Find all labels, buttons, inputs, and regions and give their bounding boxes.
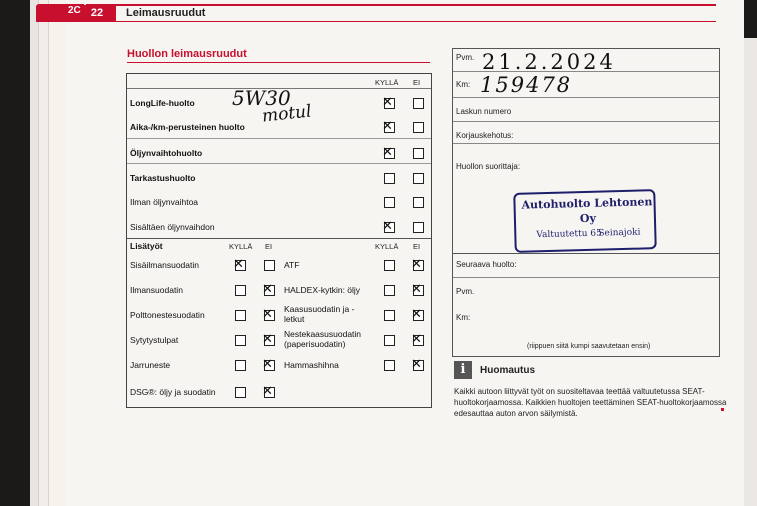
extra-label: Kaasusuodatin ja -letkut	[284, 304, 355, 324]
service-label: Aika-/km-perusteinen huolto	[130, 122, 245, 132]
handwritten-date: 21.2.2024	[482, 50, 616, 74]
extra-label: Sytytystulpat	[130, 335, 179, 345]
check-mark: ✕	[262, 357, 273, 372]
yes-checkbox[interactable]	[384, 173, 395, 184]
extras-header: Lisätyöt	[130, 241, 163, 251]
no-checkbox[interactable]	[413, 197, 424, 208]
service-label: Tarkastushuolto	[130, 173, 196, 183]
performed-by-label: Huollon suorittaja:	[456, 162, 521, 171]
page-number: 22	[84, 5, 110, 22]
extra-label: DSG®: öljy ja suodatin	[130, 387, 216, 397]
col-header-no: EI	[413, 78, 421, 87]
info-icon: i	[454, 361, 472, 379]
form-row-next-date	[453, 277, 719, 304]
yes-checkbox[interactable]	[384, 335, 395, 346]
yes-checkbox[interactable]	[235, 285, 246, 296]
next-date-label: Pvm.	[456, 287, 475, 296]
page-header-title: Leimausruudut	[116, 6, 736, 21]
yes-checkbox[interactable]	[384, 285, 395, 296]
form-row-repair	[453, 121, 719, 144]
yes-checkbox[interactable]	[235, 310, 246, 321]
check-mark: ✕	[411, 307, 422, 322]
yes-checkbox[interactable]	[235, 335, 246, 346]
no-checkbox[interactable]	[413, 222, 424, 233]
handwritten-oil-grade: 5W30	[232, 86, 291, 110]
col-header-no: EI	[265, 242, 273, 251]
note-text: Kaikki autoon liittyvät työt on suositeltavaa teettää valtuutetussa SEAT-huoltokorjaamossa. Kaikkien huoltojen teettäminen SEAT-huoltokorjaamossa edesauttaa auton arvon säilymistä.	[454, 387, 727, 418]
handwritten-oil-note: motul	[261, 101, 313, 127]
service-row	[127, 163, 431, 189]
check-mark: ✕	[262, 307, 273, 322]
form-row-next-km	[453, 303, 719, 355]
col-header-yes: KYLLÄ	[375, 78, 399, 87]
extra-label: Hammashihna	[284, 360, 339, 370]
form-row-next	[453, 253, 719, 278]
check-mark: ✕	[382, 219, 393, 234]
yes-checkbox[interactable]	[384, 260, 395, 271]
no-checkbox[interactable]	[413, 98, 424, 109]
extra-label: ATF	[284, 260, 300, 270]
extra-label: Jarruneste	[130, 360, 171, 370]
service-row	[127, 138, 431, 164]
yes-checkbox[interactable]	[384, 197, 395, 208]
extra-label: Sisäilmansuodatin	[130, 260, 199, 270]
check-mark: ✕	[411, 257, 422, 272]
extra-label: Ilmansuodatin	[130, 285, 183, 295]
check-mark: ✕	[382, 95, 393, 110]
yes-checkbox[interactable]	[384, 360, 395, 371]
stamp-line: Autohuolto Lehtonen	[521, 195, 653, 212]
service-label: LongLife-huolto	[130, 98, 195, 108]
no-checkbox[interactable]	[413, 173, 424, 184]
service-label: Sisältäen öljynvaihdon	[130, 222, 215, 232]
check-mark: ✕	[262, 332, 273, 347]
date-label: Pvm.	[456, 53, 475, 62]
no-checkbox[interactable]	[413, 122, 424, 133]
col-header-no: EI	[413, 242, 421, 251]
extras-header-row	[127, 238, 431, 253]
section-title: Huollon leimausruudut	[127, 48, 247, 60]
stamp-line: Oy	[579, 211, 597, 226]
check-mark: ✕	[233, 257, 244, 272]
km-label: Km:	[456, 80, 471, 89]
next-km-label: Km:	[456, 313, 471, 322]
workshop-stamp	[513, 189, 657, 253]
check-mark: ✕	[411, 357, 422, 372]
stamp-line: Seinajoki	[598, 227, 641, 239]
service-label: Öljynvaihtohuolto	[130, 148, 203, 158]
yes-checkbox[interactable]	[235, 387, 246, 398]
footnote: (riippuen siitä kumpi saavutetaan ensin)	[527, 343, 651, 350]
service-row	[127, 188, 431, 213]
section-divider	[127, 62, 430, 63]
no-checkbox[interactable]	[264, 260, 275, 271]
service-label: Ilman öljynvaihtoa	[130, 197, 199, 207]
extras-row	[127, 327, 431, 352]
stamp-line: Valtuutettu 65	[536, 228, 602, 241]
yes-checkbox[interactable]	[384, 310, 395, 321]
extras-row	[127, 377, 431, 406]
page-marker	[721, 408, 724, 411]
extras-row	[127, 352, 431, 377]
edge-page-number: 2C	[68, 5, 81, 16]
check-mark: ✕	[382, 119, 393, 134]
check-mark: ✕	[382, 145, 393, 160]
repair-label: Korjauskehotus:	[456, 131, 514, 140]
note-title: Huomautus	[480, 365, 535, 376]
handwritten-km: 159478	[480, 73, 573, 97]
extra-label: Polttonestesuodatin	[130, 310, 205, 320]
check-mark: ✕	[262, 384, 273, 399]
no-checkbox[interactable]	[413, 148, 424, 159]
check-mark: ✕	[411, 332, 422, 347]
invoice-label: Laskun numero	[456, 107, 512, 116]
extra-label: HALDEX-kytkin: öljy	[284, 285, 361, 295]
next-service-label: Seuraava huolto:	[456, 260, 517, 269]
check-mark: ✕	[262, 282, 273, 297]
service-row	[127, 213, 431, 238]
extras-row	[127, 302, 431, 327]
extra-label: Nestekaasusuodatin (paperisuodatin)	[284, 329, 362, 349]
extras-row	[127, 277, 431, 302]
extras-row	[127, 252, 431, 277]
yes-checkbox[interactable]	[235, 360, 246, 371]
col-header-yes: KYLLÄ	[229, 242, 253, 251]
form-row-invoice	[453, 97, 719, 122]
col-header-yes: KYLLÄ	[375, 242, 399, 251]
check-mark: ✕	[411, 282, 422, 297]
